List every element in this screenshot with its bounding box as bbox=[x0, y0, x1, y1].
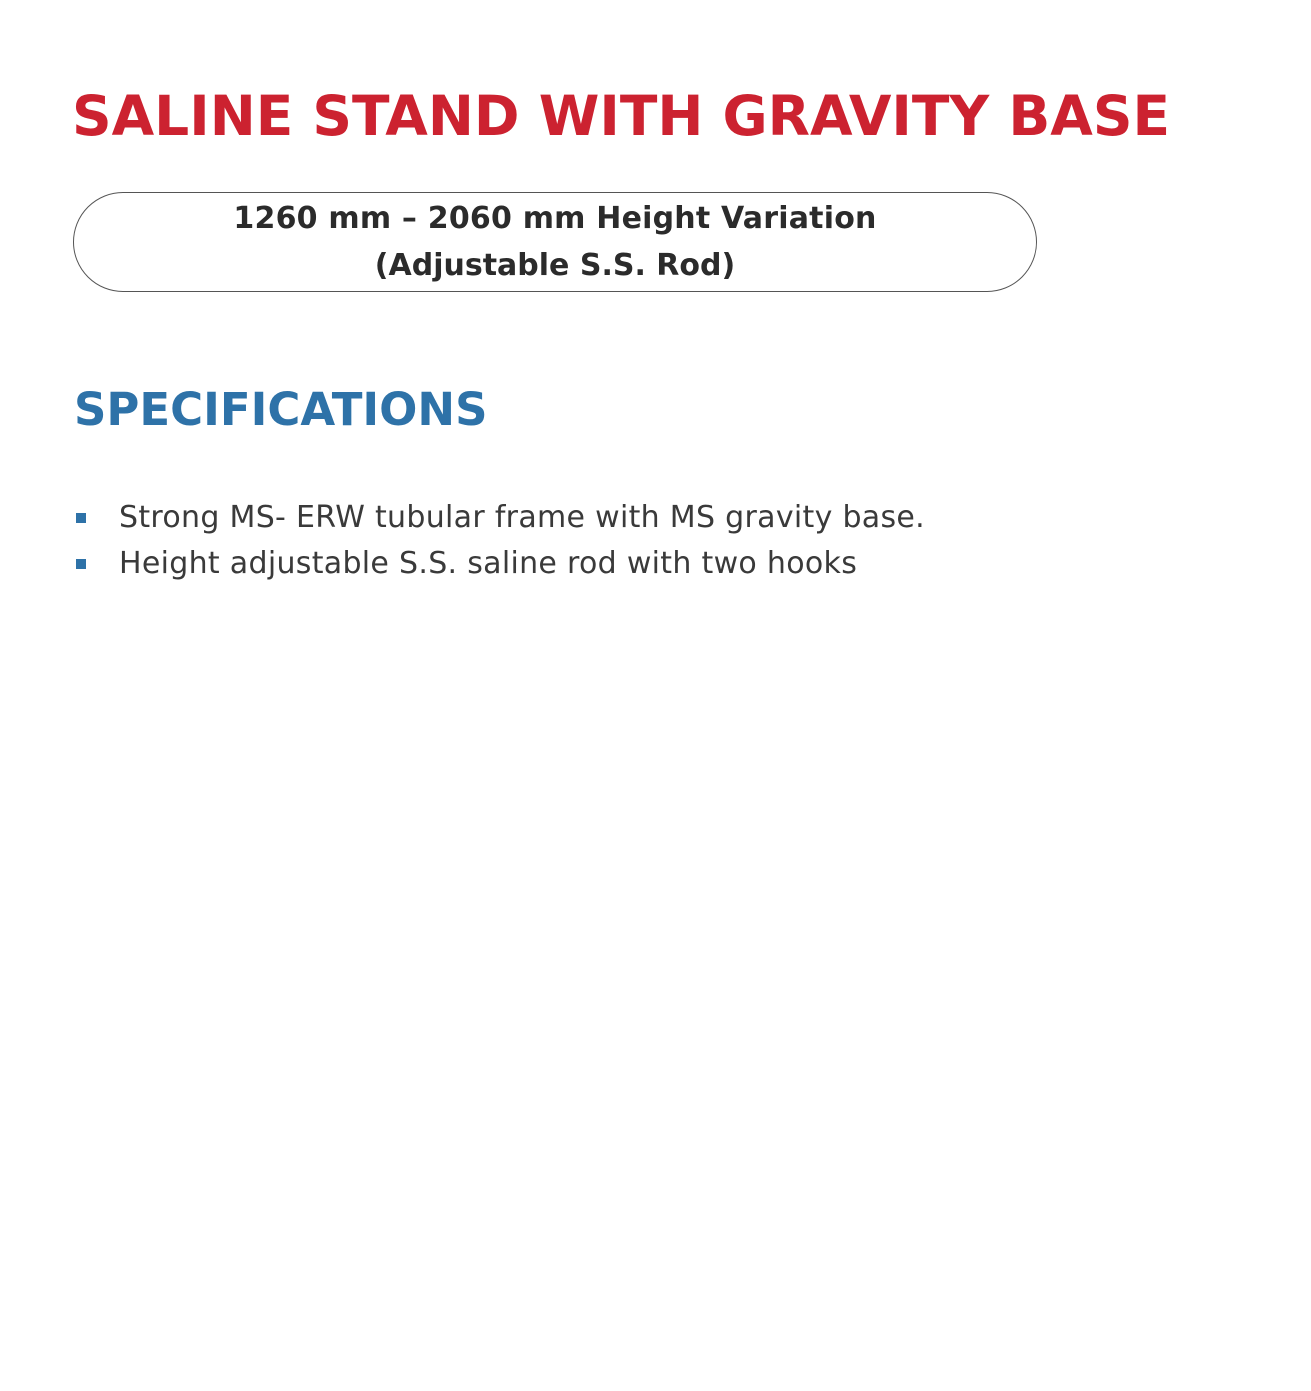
spec-item-text: Height adjustable S.S. saline rod with two hooks bbox=[119, 546, 858, 581]
product-title: SALINE STAND WITH GRAVITY BASE bbox=[72, 84, 1171, 148]
height-variation-badge bbox=[73, 192, 1037, 292]
spec-list-item bbox=[76, 541, 925, 587]
height-variation-note: (Adjustable S.S. Rod) bbox=[374, 248, 736, 283]
square-bullet-icon bbox=[76, 559, 86, 569]
spec-list-item bbox=[76, 495, 925, 541]
square-bullet-icon bbox=[76, 513, 86, 523]
specifications-list bbox=[76, 495, 925, 587]
specifications-heading: SPECIFICATIONS bbox=[74, 383, 488, 436]
height-variation-range: 1260 mm – 2060 mm Height Variation bbox=[233, 201, 877, 236]
spec-item-text: Strong MS- ERW tubular frame with MS gravity base. bbox=[119, 500, 926, 535]
